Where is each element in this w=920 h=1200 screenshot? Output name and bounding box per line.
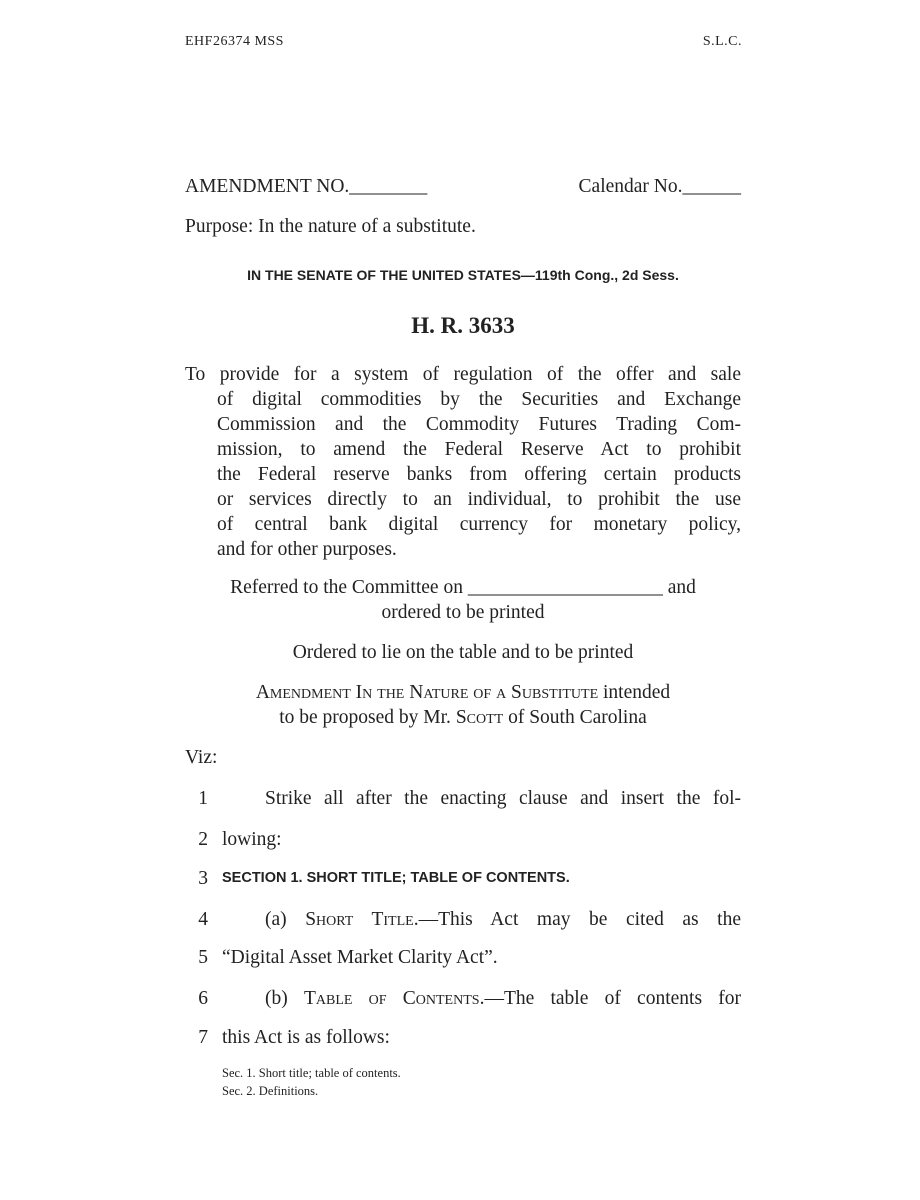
line-number: 7 — [198, 1027, 208, 1048]
document-id: EHF26374 MSS — [185, 34, 284, 49]
long-title-first-line: To provide for a system of regulation of the offer and sale — [185, 364, 741, 385]
subsection-heading: Table of Contents — [303, 988, 480, 1009]
purpose: Purpose: In the nature of a substitute. — [185, 216, 476, 237]
line-number: 4 — [198, 909, 208, 930]
subsection-marker: (b) — [265, 988, 304, 1009]
long-title-line: of digital commodities by the Securities and Exchange — [217, 389, 741, 410]
senate-session-line: IN THE SENATE OF THE UNITED STATES—119th Cong., 2d Sess. — [247, 267, 679, 283]
long-title-line: the Federal reserve banks from offering certain products — [217, 464, 741, 485]
amendment-intent-line-1 — [185, 680, 741, 705]
bill-text-line: “Digital Asset Market Clarity Act”. — [222, 947, 498, 968]
amendment-type: Amendment In the Nature of a Substitute — [255, 682, 599, 703]
amendment-intent-line-2 — [185, 705, 741, 730]
line-number: 6 — [198, 988, 208, 1009]
long-title-continuation — [217, 387, 741, 562]
toc-entry: Sec. 1. Short title; table of contents. — [222, 1066, 401, 1080]
bill-text-line: lowing: — [222, 829, 282, 850]
sponsor-state: of South Carolina — [503, 707, 647, 728]
subsection-text: .—The table of contents for — [479, 988, 741, 1009]
bill-number: H. R. 3633 — [411, 313, 515, 338]
subsection-heading: Short Title — [305, 909, 414, 930]
proposed-by-text: to be proposed by Mr. — [279, 707, 456, 728]
bill-text-line: this Act is as follows: — [222, 1027, 390, 1048]
viz-label: Viz: — [185, 747, 218, 768]
slc-marker: S.L.C. — [702, 34, 742, 49]
line-number: 5 — [198, 947, 208, 968]
sponsor-name: Scott — [455, 707, 504, 728]
bill-text-line: Strike all after the enacting clause and insert the fol- — [265, 788, 741, 809]
toc-entry: Sec. 2. Definitions. — [222, 1084, 319, 1098]
subsection-text: .—This Act may be cited as the — [413, 909, 741, 930]
bill-text-line — [265, 986, 741, 1011]
line-number: 1 — [198, 788, 208, 809]
amendment-number: AMENDMENT NO.________ — [185, 176, 428, 197]
long-title-line: mission, to amend the Federal Reserve Act to prohibit — [217, 439, 741, 460]
long-title-line: or services directly to an individual, to prohibit the use — [217, 489, 741, 510]
long-title-line: Commission and the Commodity Futures Trading Com- — [217, 414, 741, 435]
referred-line-1: Referred to the Committee on ____________________ and — [230, 577, 696, 598]
referred-line-2: ordered to be printed — [381, 602, 545, 623]
intended-text: intended — [598, 682, 671, 703]
line-number: 3 — [198, 868, 208, 889]
line-number: 2 — [198, 829, 208, 850]
long-title-line: and for other purposes. — [217, 539, 397, 560]
long-title-line: of central bank digital currency for monetary policy, — [217, 514, 741, 535]
subsection-marker: (a) — [265, 909, 306, 930]
ordered-to-lie: Ordered to lie on the table and to be printed — [292, 642, 634, 663]
calendar-number: Calendar No.______ — [578, 176, 741, 197]
section-heading: SECTION 1. SHORT TITLE; TABLE OF CONTENTS. — [222, 870, 570, 886]
bill-text-line — [265, 907, 741, 932]
